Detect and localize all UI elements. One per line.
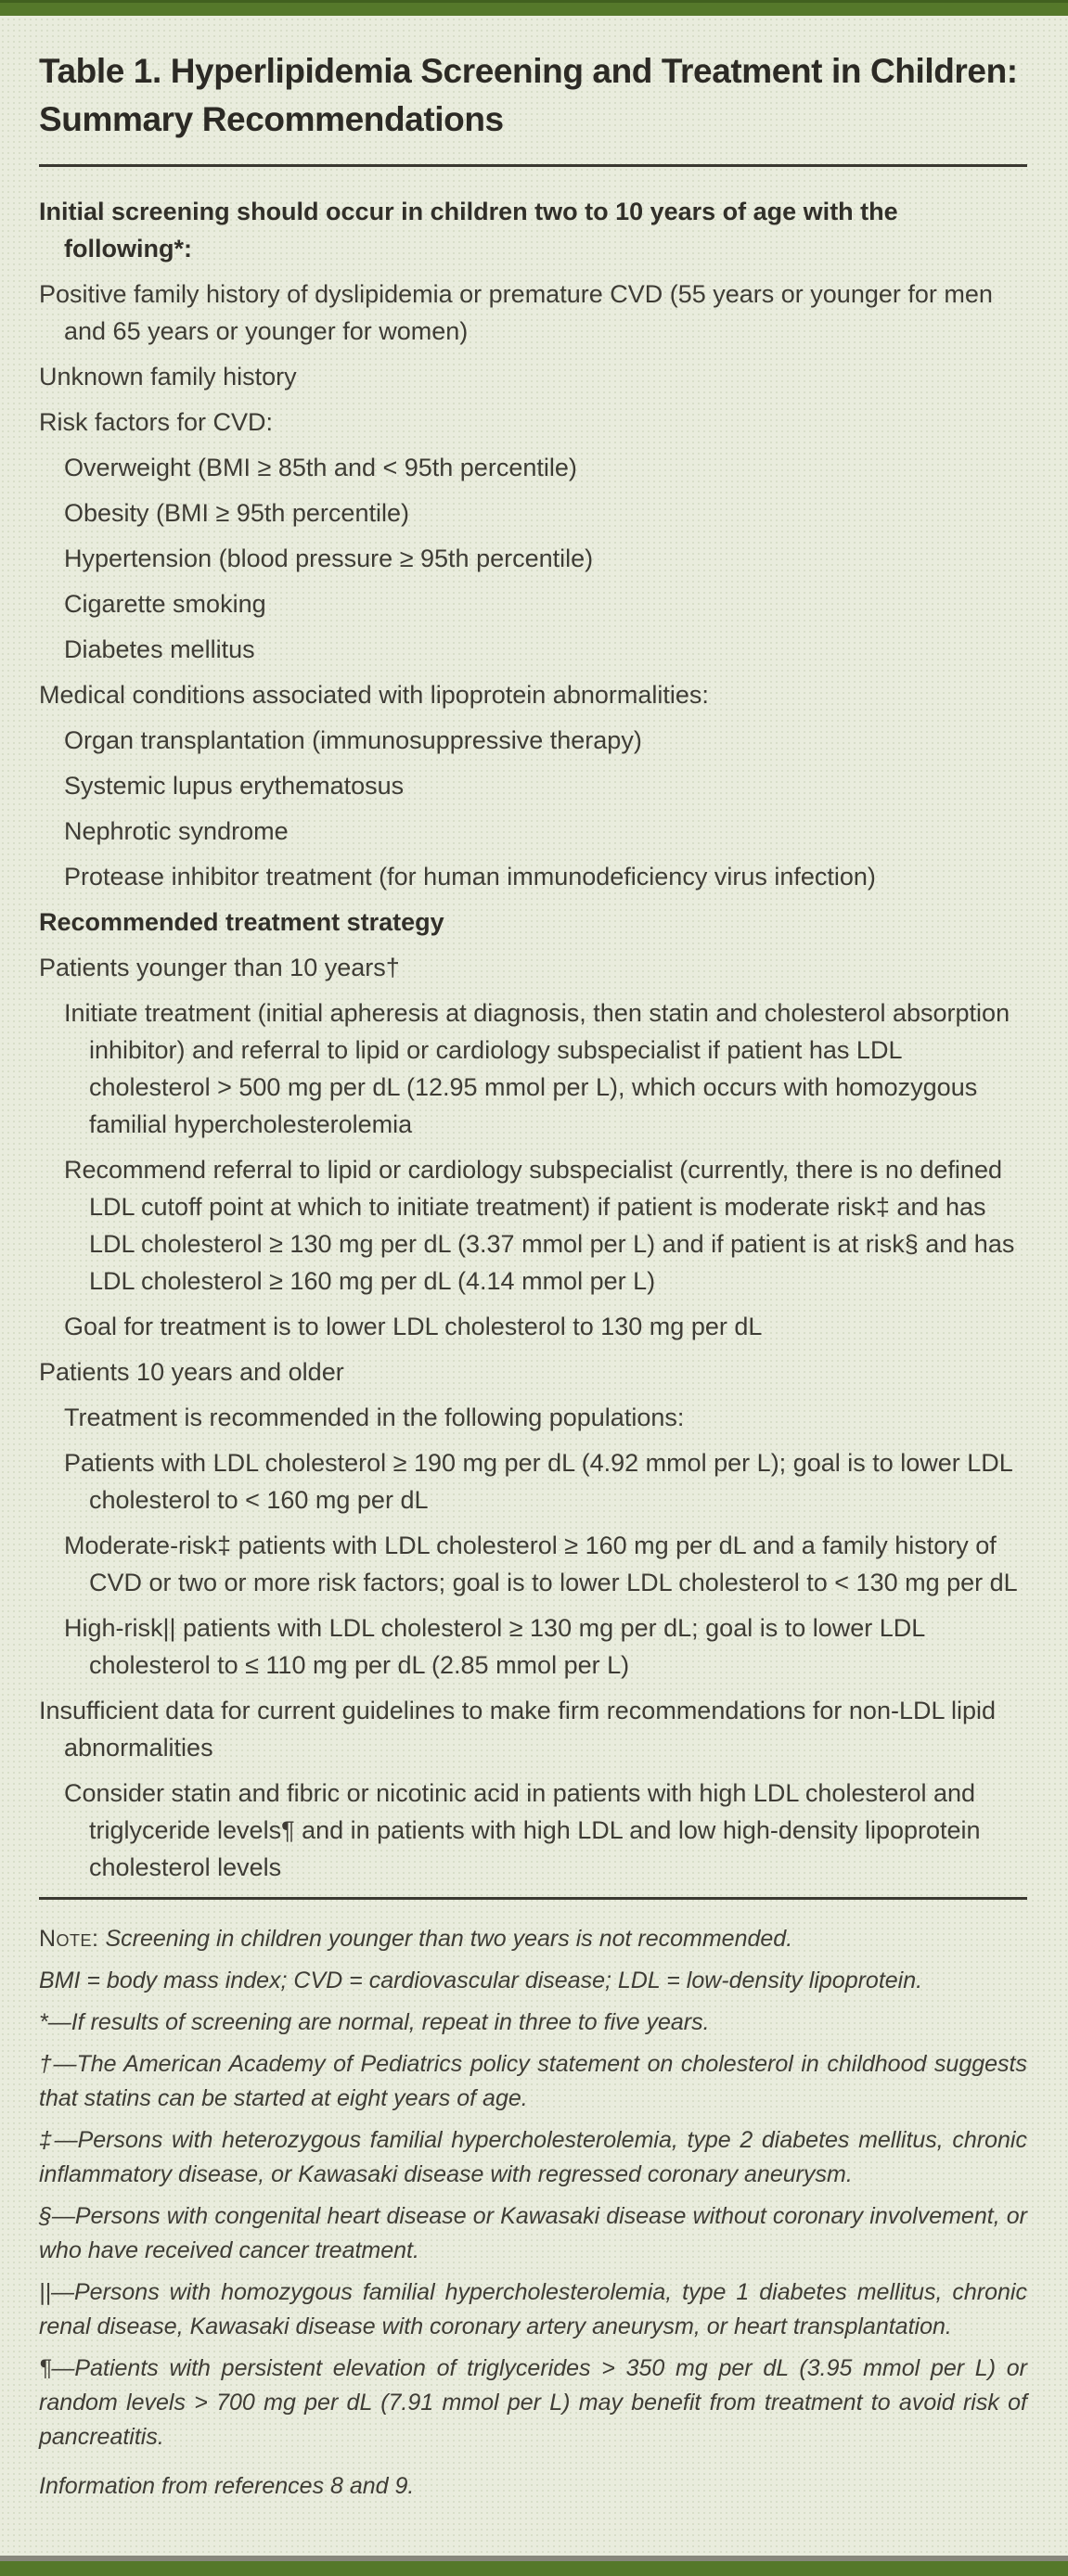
top-accent-bar (0, 0, 1068, 16)
body-item: Diabetes mellitus (64, 635, 255, 663)
section-header: Initial screening should occur in children two to 10 years of age with the following*: (39, 198, 898, 263)
bottom-accent-bar (0, 2561, 1068, 2576)
body-item: Overweight (BMI ≥ 85th and < 95th percentile) (64, 454, 577, 481)
body-item: Unknown family history (39, 363, 297, 391)
body-item: Protease inhibitor treatment (for human immunodeficiency virus infection) (64, 863, 876, 891)
body-item: Positive family history of dyslipidemia or premature CVD (55 years or younger for men and 65 years or younger for women) (39, 280, 993, 345)
body-item: Goal for treatment is to lower LDL cholesterol to 130 mg per dL (64, 1313, 763, 1340)
section-header: Recommended treatment strategy (39, 908, 444, 936)
footnote-divider (39, 1897, 1027, 1900)
body-item: Nephrotic syndrome (64, 817, 289, 845)
body-item: Cigarette smoking (64, 590, 266, 618)
footnote-item: ¶—Patients with persistent elevation of triglycerides > 350 mg per dL (3.95 mmol per L) or random levels > 700 mg per dL (7.91 mmol per L) may benefit from treatment to avoid risk of pancreatitis. (39, 2355, 1027, 2450)
body-item: Consider statin and fibric or nicotinic acid in patients with high LDL cholesterol and triglyceride levels¶ and in patients with high LDL and low high-density lipoprotein cholesterol levels (64, 1779, 981, 1881)
note-label: Note: (39, 1926, 99, 1952)
footnotes (39, 1922, 1027, 2504)
footnote-item: ‡—Persons with heterozygous familial hypercholesterolemia, type 2 diabetes mellitus, chronic inflammatory disease, or Kawasaki disease with regressed coronary aneurysm. (39, 2127, 1027, 2187)
source-line: Information from references 8 and 9. (39, 2473, 415, 2499)
body-item: Insufficient data for current guidelines to make firm recommendations for non-LDL lipid abnormalities (39, 1697, 997, 1762)
table-title: Table 1. Hyperlipidemia Screening and Treatment in Children: Summary Recommendations (39, 52, 1018, 138)
table-content (0, 16, 1068, 2556)
abbreviations-line: BMI = body mass index; CVD = cardiovascular disease; LDL = low-density lipoprotein. (39, 1967, 923, 1993)
footnote-item: §—Persons with congenital heart disease or Kawasaki disease without coronary involvement, or who have received cancer treatment. (39, 2203, 1027, 2263)
footnote-item: ||—Persons with homozygous familial hypercholesterolemia, type 1 diabetes mellitus, chronic renal disease, Kawasaki disease with coronary artery aneurysm, or heart transplantation. (39, 2279, 1027, 2339)
body-item: Medical conditions associated with lipoprotein abnormalities: (39, 681, 709, 709)
body-item: Initiate treatment (initial apheresis at diagnosis, then statin and cholesterol absorption inhibitor) and referral to lipid or cardiology subspecialist if patient has LDL cholesterol > 500 mg per dL (12.95 mmol per L), which occurs with homozygous familial hypercholesterolemia (64, 999, 1010, 1138)
title-divider (39, 164, 1027, 167)
body-item: Patients 10 years and older (39, 1358, 344, 1386)
body-item: Moderate-risk‡ patients with LDL cholesterol ≥ 160 mg per dL and a family history of CVD or two or more risk factors; goal is to lower LDL cholesterol to < 130 mg per dL (64, 1532, 1018, 1596)
footnote-item: *—If results of screening are normal, repeat in three to five years. (39, 2009, 710, 2035)
footer (0, 2556, 1068, 2576)
note-line (39, 1922, 1027, 1956)
body-item: Obesity (BMI ≥ 95th percentile) (64, 499, 409, 527)
body-item: Patients with LDL cholesterol ≥ 190 mg per dL (4.92 mmol per L); goal is to lower LDL cholesterol to < 160 mg per dL (64, 1449, 1012, 1514)
footnote-item: †—The American Academy of Pediatrics policy statement on cholesterol in childhood suggests that statins can be started at eight years of age. (39, 2051, 1027, 2111)
body-item: Hypertension (blood pressure ≥ 95th percentile) (64, 545, 594, 572)
note-text: Screening in children younger than two years is not recommended. (98, 1926, 793, 1952)
body-item: Risk factors for CVD: (39, 408, 274, 436)
body-item: High-risk|| patients with LDL cholesterol ≥ 130 mg per dL; goal is to lower LDL cholesterol to ≤ 110 mg per dL (2.85 mmol per L) (64, 1614, 925, 1679)
body-item: Recommend referral to lipid or cardiology subspecialist (currently, there is no defined LDL cutoff point at which to initiate treatment) if patient is moderate risk‡ and has LDL cholesterol ≥ 130 mg per dL (3.37 mmol per L) and if patient is at risk§ and has LDL cholesterol ≥ 160 mg per dL (4.14 mmol per L) (64, 1156, 1015, 1295)
table-body (39, 193, 1027, 1886)
body-item: Treatment is recommended in the following populations: (64, 1403, 685, 1431)
body-item: Systemic lupus erythematosus (64, 772, 405, 800)
footnote-list (39, 2006, 1027, 2454)
body-item: Patients younger than 10 years† (39, 954, 400, 981)
body-item: Organ transplantation (immunosuppressive therapy) (64, 726, 642, 754)
